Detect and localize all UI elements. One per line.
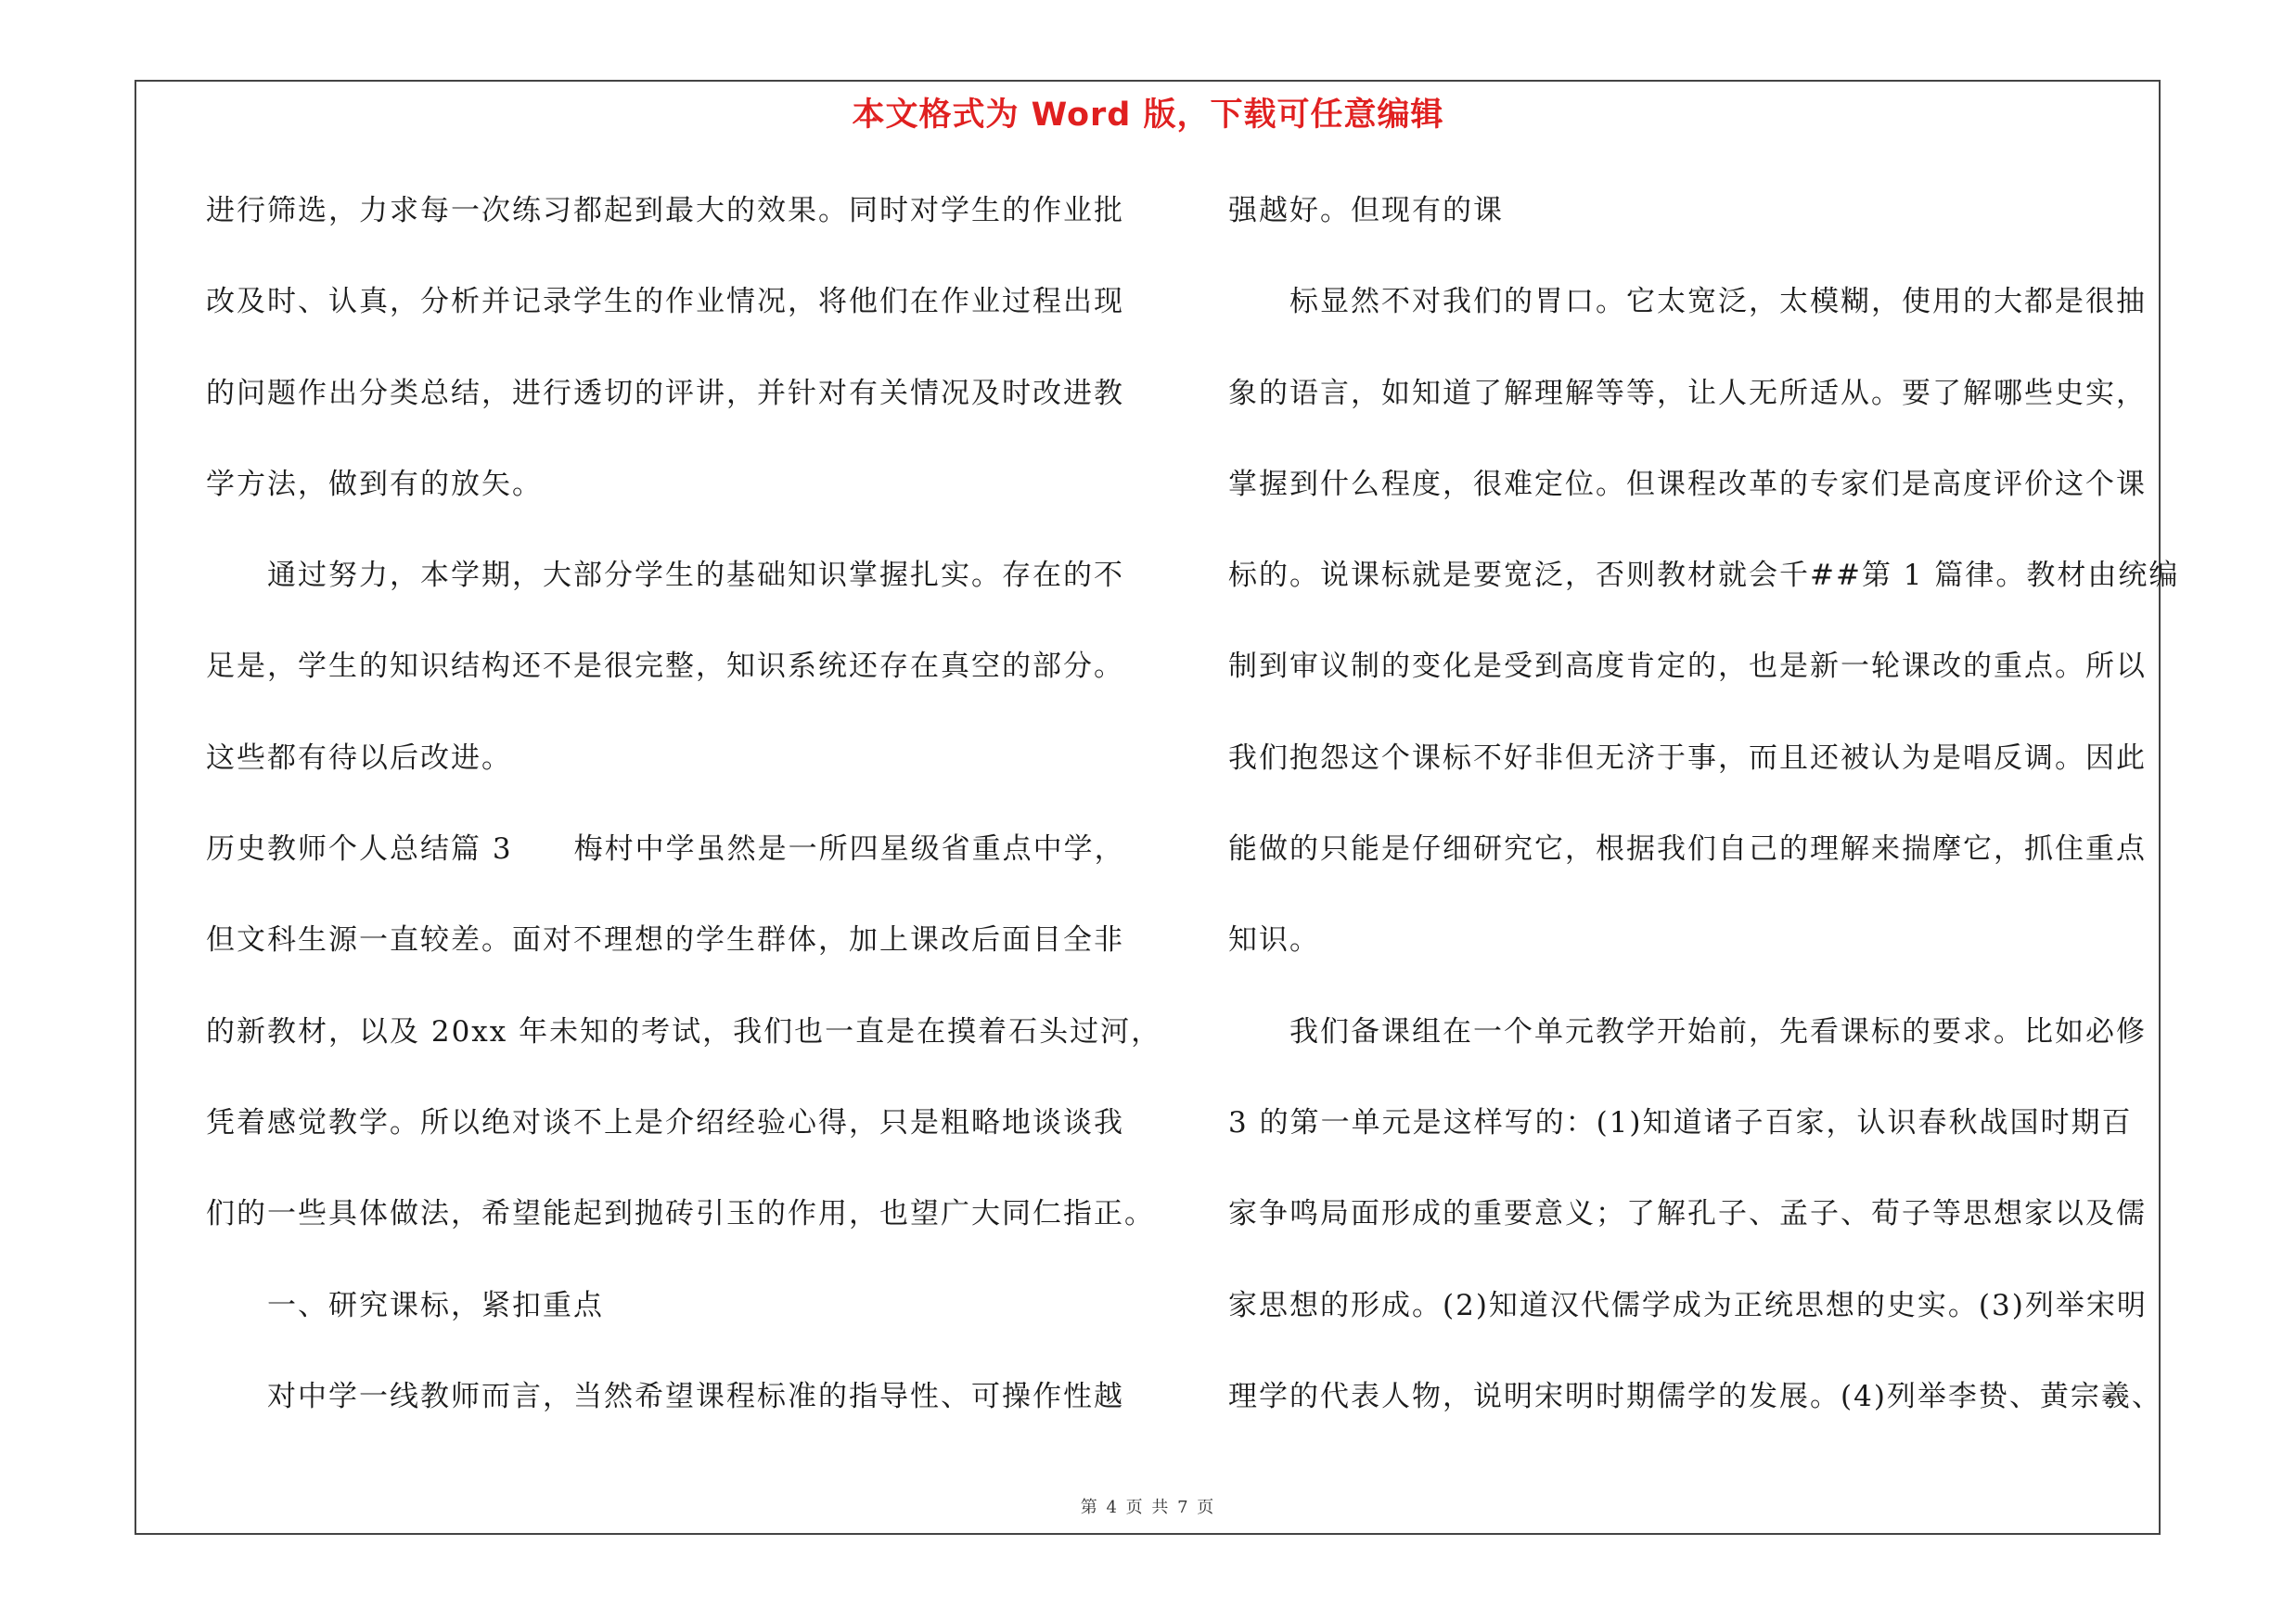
text-line: 能做的只能是仔细研究它，根据我们自己的理解来揣摩它，抓住重点 <box>1228 832 2147 867</box>
text-line: 一、研究课标，紧扣重点 <box>267 1288 604 1322</box>
editable-notice-banner: 本文格式为 Word 版，下载可任意编辑 <box>852 97 1444 134</box>
text-line: 足是，学生的知识结构还不是很完整，知识系统还存在真空的部分。 <box>206 650 1124 684</box>
text-line: 们的一些具体做法，希望能起到抛砖引玉的作用，也望广大同仁指正。 <box>206 1197 1155 1231</box>
text-line: 家争鸣局面形成的重要意义；了解孔子、孟子、荀子等思想家以及儒 <box>1228 1197 2147 1231</box>
right-text-column <box>1228 184 2180 1461</box>
text-line: 象的语言，如知道了解理解等等，让人无所适从。要了解哪些史实， <box>1228 376 2147 410</box>
text-line: 通过努力，本学期，大部分学生的基础知识掌握扎实。存在的不 <box>267 559 1124 593</box>
left-text-column <box>206 184 1162 1461</box>
text-line: 但文科生源一直较差。面对不理想的学生群体，加上课改后面目全非 <box>206 923 1124 958</box>
text-line: 制到审议制的变化是受到高度肯定的，也是新一轮课改的重点。所以 <box>1228 650 2147 684</box>
page-number-footer: 第 4 页 共 7 页 <box>1080 1498 1216 1517</box>
text-line: 学方法，做到有的放矢。 <box>206 467 543 501</box>
text-line: 我们抱怨这个课标不好非但无济于事，而且还被认为是唱反调。因此 <box>1228 741 2147 775</box>
text-line: 凭着感觉教学。所以绝对谈不上是介绍经验心得，只是粗略地谈谈我 <box>206 1105 1124 1140</box>
text-line: 标的。说课标就是要宽泛，否则教材就会千##第 1 篇律。教材由统编 <box>1228 559 2180 593</box>
text-line: 掌握到什么程度，很难定位。但课程改革的专家们是高度评价这个课 <box>1228 467 2147 501</box>
text-line: 进行筛选，力求每一次练习都起到最大的效果。同时对学生的作业批 <box>206 194 1124 227</box>
text-line: 3 的第一单元是这样写的：(1)知道诸子百家，认识春秋战国时期百 <box>1228 1105 2133 1140</box>
text-line: 知识。 <box>1228 923 1320 958</box>
text-line: 对中学一线教师而言，当然希望课程标准的指导性、可操作性越 <box>267 1379 1124 1413</box>
text-line: 理学的代表人物，说明宋明时期儒学的发展。(4)列举李贽、黄宗羲、 <box>1228 1379 2162 1413</box>
text-line: 的问题作出分类总结，进行透切的评讲，并针对有关情况及时改进教 <box>206 376 1124 410</box>
text-line: 历史教师个人总结篇 3 梅村中学虽然是一所四星级省重点中学， <box>206 832 1125 867</box>
text-line: 改及时、认真，分析并记录学生的作业情况，将他们在作业过程出现 <box>206 285 1124 319</box>
text-line: 我们备课组在一个单元教学开始前，先看课标的要求。比如必修 <box>1289 1014 2147 1049</box>
text-line: 这些都有待以后改进。 <box>206 741 512 775</box>
text-line: 标显然不对我们的胃口。它太宽泛，太模糊，使用的大都是很抽 <box>1289 285 2147 319</box>
text-line: 的新教材，以及 20xx 年未知的考试，我们也一直是在摸着石头过河， <box>206 1014 1162 1049</box>
text-line: 家思想的形成。(2)知道汉代儒学成为正统思想的史实。(3)列举宋明 <box>1228 1288 2148 1322</box>
text-line: 强越好。但现有的课 <box>1228 194 1504 227</box>
